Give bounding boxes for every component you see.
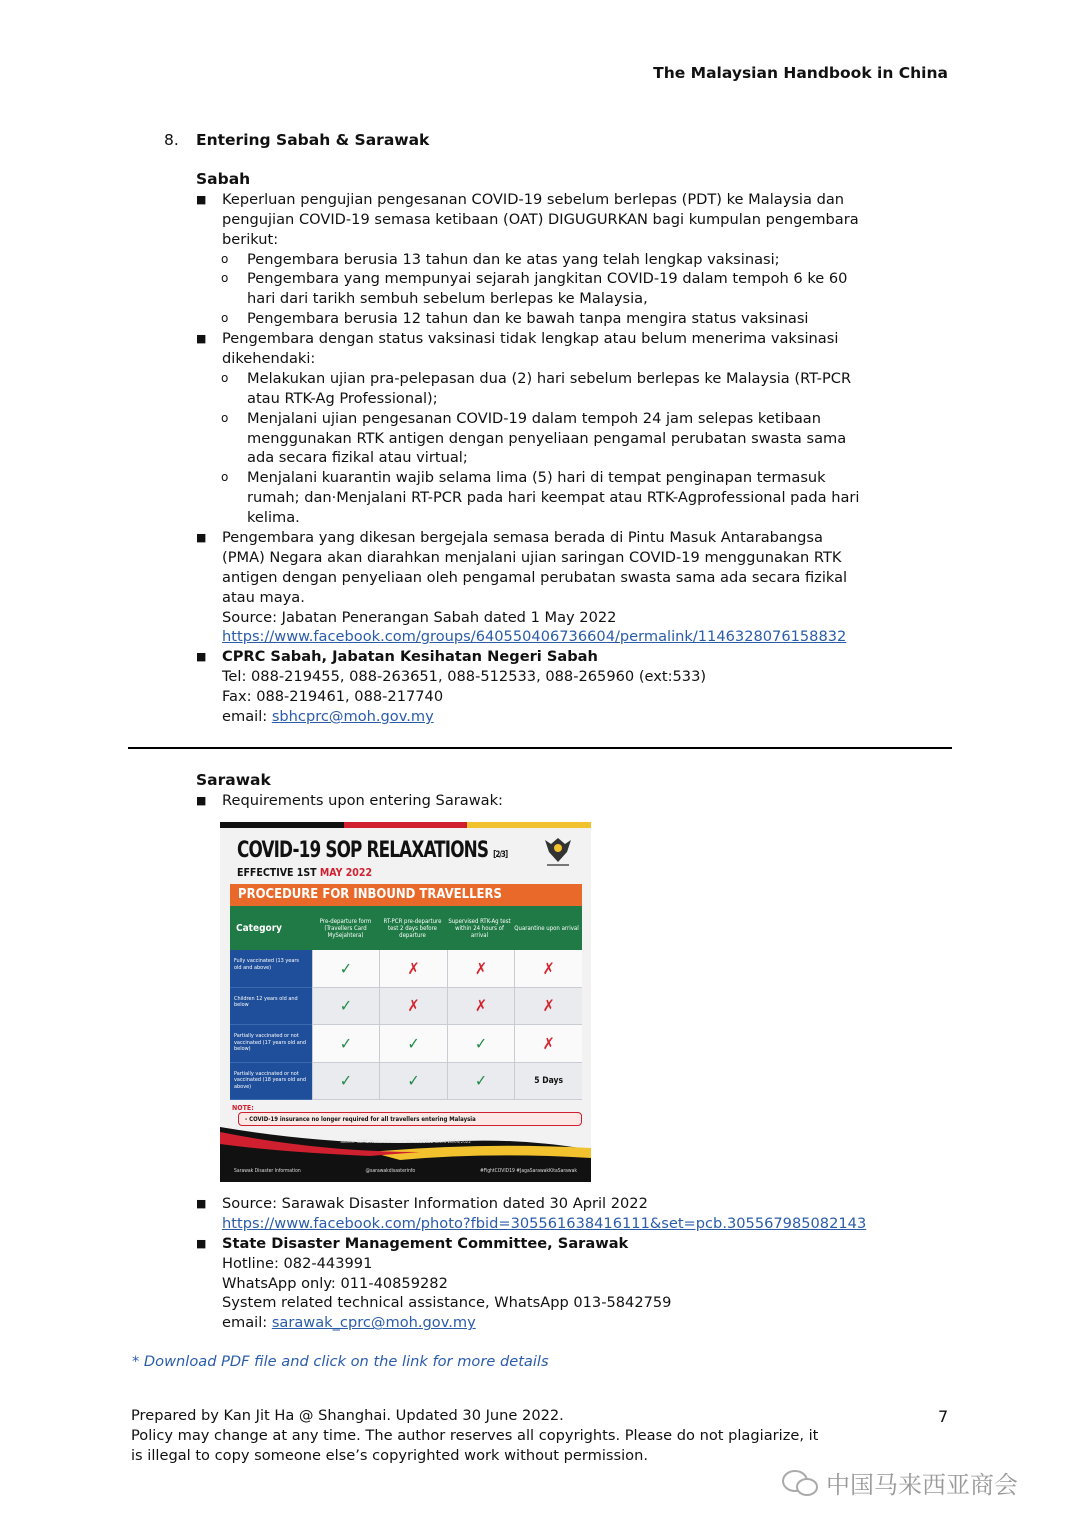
- line-text: menggunakan RTK antigen dengan penyeliaan pengamal perubatan swasta sama: [247, 429, 847, 447]
- line-text: email:: [222, 708, 272, 726]
- divider: [128, 747, 952, 749]
- column-header: Quarantine upon arrival: [514, 924, 579, 932]
- bullet-item: [196, 1194, 866, 1214]
- sub-bullet-item: [196, 369, 859, 389]
- check-icon: ✓: [312, 1063, 380, 1101]
- bullet-marker: o: [221, 410, 229, 425]
- line-text: Requirements upon entering Sarawak:: [222, 791, 503, 809]
- text-line: [196, 389, 859, 409]
- procedure-table: [230, 906, 582, 1100]
- section-heading: [164, 131, 429, 149]
- color-stripe: [220, 822, 591, 828]
- watermark: 中国马来西亚商会: [780, 1465, 1018, 1500]
- text-line: [196, 1293, 866, 1313]
- line-text: email:: [222, 1314, 272, 1332]
- text-line: [196, 488, 859, 508]
- table-header: [230, 906, 582, 950]
- bullet-marker: o: [221, 370, 229, 385]
- line-text: hari dari tarikh sembuh sebelum berlepas ke Malaysia,: [247, 290, 648, 308]
- check-icon: ✓: [379, 1063, 447, 1101]
- line-text: Melakukan ujian pra-pelepasan dua (2) hari sebelum berlepas ke Malaysia (RT-PCR: [247, 369, 852, 387]
- bullet-item: [196, 528, 859, 548]
- bullet-item: [196, 647, 859, 667]
- cross-icon: ✗: [514, 1025, 582, 1063]
- line-text: Pengembara berusia 13 tahun dan ke atas yang telah lengkap vaksinasi;: [247, 250, 780, 268]
- line-text: State Disaster Management Committee, Sarawak: [222, 1234, 629, 1252]
- line-text: System related technical assistance, WhatsApp 013-5842759: [222, 1294, 672, 1312]
- page-number: 7: [938, 1407, 949, 1426]
- quarantine-days: 5 Days: [514, 1063, 582, 1101]
- text-line: [196, 1254, 866, 1274]
- bullet-item: [196, 791, 503, 811]
- sabah-section: [196, 170, 859, 727]
- column-header: RT-PCR pre-departure test 2 days before departure: [383, 917, 442, 939]
- column-header: Supervised RTK-Ag test within 24 hours of arrival: [448, 917, 511, 939]
- text-line: [196, 289, 859, 309]
- bullet-marker: ■: [196, 1197, 207, 1210]
- section-number: 8.: [164, 131, 179, 149]
- bullet-item: [196, 329, 859, 349]
- hyperlink[interactable]: https://www.facebook.com/groups/640550406736604/permalink/1146328076158832: [222, 628, 847, 646]
- text-line: [196, 707, 859, 727]
- bullet-marker: ■: [196, 650, 207, 664]
- bullet-item: [196, 190, 859, 210]
- category-cell: Fully vaccinated (13 years old and above): [230, 950, 312, 988]
- table-row: [230, 988, 582, 1026]
- running-header: The Malaysian Handbook in China: [653, 64, 948, 82]
- line-text: Tel: 088-219455, 088-263651, 088-512533, 088-265960 (ext:533): [222, 668, 707, 686]
- check-icon: ✓: [447, 1025, 515, 1063]
- line-text: Keperluan pengujian pengesanan COVID-19 sebelum berlepas (PDT) ke Malaysia dan: [222, 190, 845, 208]
- sub-bullet-item: [196, 269, 859, 289]
- table-row: [230, 950, 582, 988]
- section-title: Entering Sabah & Sarawak: [196, 131, 430, 149]
- infographic-title: COVID-19 SOP RELAXATIONS [2/3]: [237, 838, 508, 863]
- check-icon: ✓: [447, 1063, 515, 1101]
- text-line: [196, 687, 859, 707]
- cross-icon: ✗: [379, 988, 447, 1026]
- line-text: Pengembara berusia 12 tahun dan ke bawah tanpa mengira status vaksinasi: [247, 310, 809, 328]
- column-header: Pre-departure form (Travellers Card MySejahtera): [319, 917, 372, 939]
- table-row: [230, 1025, 582, 1063]
- line-text: Pengembara yang mempunyai sejarah jangkitan COVID-19 dalam tempoh 6 ke 60: [247, 270, 848, 288]
- sub-bullet-item: [196, 309, 859, 329]
- bullet-marker: o: [221, 251, 229, 266]
- bullet-marker: ■: [196, 1236, 207, 1250]
- line-text: antigen dengan penyeliaan oleh pengamal perubatan swasta sama ada secara fizikal: [222, 568, 848, 586]
- email-link[interactable]: sarawak_cprc@moh.gov.my: [271, 1314, 476, 1332]
- text-line: [196, 548, 859, 568]
- line-text: berikut:: [222, 230, 279, 248]
- check-icon: ✓: [312, 950, 380, 988]
- hyperlink[interactable]: https://www.facebook.com/photo?fbid=305561638416111&set=pcb.305567985082143: [222, 1214, 867, 1232]
- column-header: Category: [236, 922, 283, 934]
- wechat-icon: [780, 1468, 820, 1498]
- infographic-note: - COVID-19 insurance no longer required for all travellers entering Malaysia NOTE:: [228, 1106, 584, 1130]
- line-text: Pengembara yang dikesan bergejala semasa berada di Pintu Masuk Antarabangsa: [222, 529, 823, 547]
- text-line: [196, 608, 859, 628]
- text-line: [196, 230, 859, 250]
- sub-bullet-item: [196, 409, 859, 429]
- sarawak-crest-icon: [543, 834, 573, 868]
- category-cell: Children 12 years old and below: [230, 988, 312, 1026]
- subsection-heading: [196, 170, 859, 190]
- line-text: Source: Sarawak Disaster Information dated 30 April 2022: [222, 1195, 648, 1212]
- line-text: CPRC Sabah, Jabatan Kesihatan Negeri Sabah: [222, 648, 598, 666]
- text-line: [196, 349, 859, 369]
- category-cell: Partially vaccinated or not vaccinated (17 years old and below): [230, 1025, 312, 1063]
- table-row: [230, 1063, 582, 1101]
- bullet-marker: ■: [196, 192, 207, 206]
- line-text: dikehendaki:: [222, 350, 316, 368]
- line-text: Sarawak: [196, 771, 271, 789]
- infographic-source: Source: SDMC Media Statement No. 116/2022 dated 28/04/2022: [340, 1140, 471, 1145]
- cross-icon: ✗: [514, 950, 582, 988]
- footer: Prepared by Kan Jit Ha @ Shanghai. Updated 30 June 2022. Policy may change at any time. The author reserves all copyrights. Please do not plagiarize, it is illegal to copy someone else’s copyrighted work without permission.: [131, 1407, 819, 1464]
- text-line: [196, 667, 859, 687]
- bullet-item: [196, 1234, 866, 1254]
- bullet-marker: o: [221, 311, 229, 326]
- line-text: Pengembara dengan status vaksinasi tidak lengkap atau belum menerima vaksinasi: [222, 330, 839, 348]
- line-text: kelima.: [247, 509, 300, 527]
- line-text: Sabah: [196, 170, 251, 188]
- email-link[interactable]: sbhcprc@moh.gov.my: [271, 708, 434, 726]
- line-text: (PMA) Negara akan diarahkan menjalani ujian saringan COVID-19 menggunakan RTK: [222, 548, 842, 566]
- text-line: [196, 1313, 866, 1333]
- check-icon: ✓: [379, 1025, 447, 1063]
- sarawak-contacts: [196, 1194, 866, 1333]
- bullet-marker: ■: [196, 793, 207, 807]
- procedure-banner: PROCEDURE FOR INBOUND TRAVELLERS: [230, 884, 582, 906]
- social-links: Sarawak Disaster Information @sarawakdisasterinfo #FightCOVID19 #JagaSarawakKitaSarawak: [234, 1168, 577, 1174]
- download-note: * Download PDF file and click on the link for more details: [132, 1353, 549, 1370]
- bullet-marker: o: [221, 271, 229, 286]
- line-text: WhatsApp only: 011-40859282: [222, 1274, 448, 1292]
- text-line: [196, 588, 859, 608]
- line-text: ada secara fizikal atau virtual;: [247, 449, 468, 467]
- text-line: [196, 448, 859, 468]
- cross-icon: ✗: [447, 950, 515, 988]
- category-cell: Partially vaccinated or not vaccinated (18 years old and above): [230, 1063, 312, 1101]
- cross-icon: ✗: [514, 988, 582, 1026]
- sub-bullet-item: [196, 468, 859, 488]
- line-text: atau RTK-Ag Professional);: [247, 389, 438, 407]
- bullet-marker: o: [221, 470, 229, 485]
- effective-date: EFFECTIVE 1ST MAY 2022: [237, 867, 373, 879]
- text-line: [196, 1274, 866, 1294]
- check-icon: ✓: [312, 988, 380, 1026]
- cross-icon: ✗: [447, 988, 515, 1026]
- sarawak-section: [196, 771, 503, 811]
- text-line[interactable]: [196, 1214, 866, 1234]
- line-text: rumah; dan·Menjalani RT-PCR pada hari keempat atau RTK-Agprofessional pada hari: [247, 489, 860, 507]
- line-text: Hotline: 082-443991: [222, 1254, 373, 1272]
- subsection-heading: [196, 771, 503, 791]
- cross-icon: ✗: [379, 950, 447, 988]
- line-text: Fax: 088-219461, 088-217740: [222, 688, 444, 706]
- text-line: [196, 568, 859, 588]
- sop-infographic: [220, 822, 591, 1182]
- sub-bullet-item: [196, 250, 859, 270]
- bullet-marker: ■: [196, 531, 207, 545]
- text-line[interactable]: [196, 627, 859, 647]
- line-text: Menjalani ujian pengesanan COVID-19 dalam tempoh 24 jam selepas ketibaan: [247, 409, 821, 427]
- line-text: pengujian COVID-19 semasa ketibaan (OAT) DIGUGURKAN bagi kumpulan pengembara: [222, 210, 859, 228]
- bullet-marker: ■: [196, 332, 207, 346]
- line-text: Menjalani kuarantin wajib selama lima (5) hari di tempat penginapan termasuk: [247, 469, 826, 487]
- line-text: Source: Jabatan Penerangan Sabah dated 1 May 2022: [222, 608, 617, 626]
- text-line: [196, 429, 859, 449]
- line-text: atau maya.: [222, 588, 305, 606]
- check-icon: ✓: [312, 1025, 380, 1063]
- text-line: [196, 210, 859, 230]
- text-line: [196, 508, 859, 528]
